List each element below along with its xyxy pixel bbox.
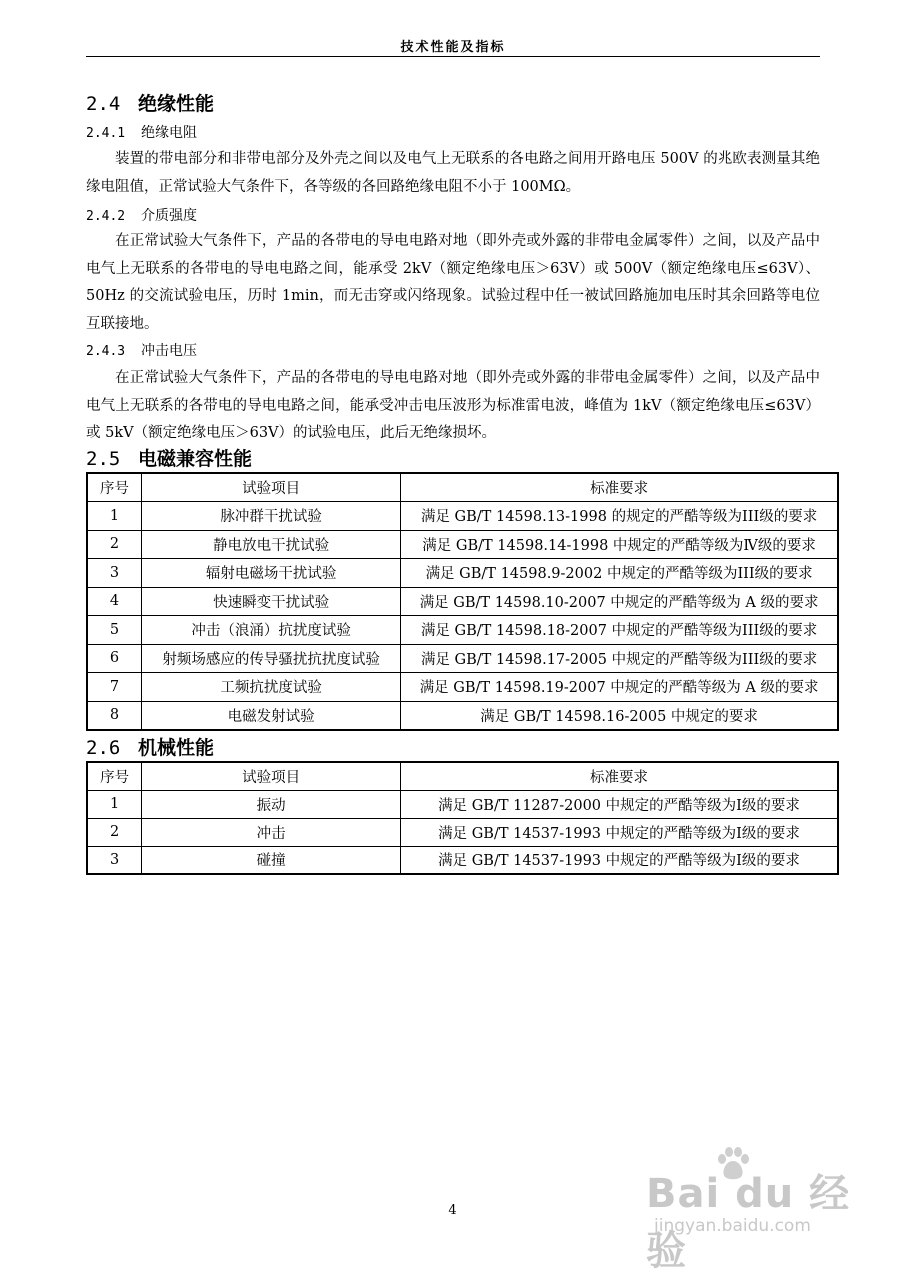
table-header-row (87, 762, 838, 790)
table-row (87, 530, 838, 559)
table-cell: 满足 GB/T 14598.18-2007 中规定的严酷等级为III级的要求 (401, 616, 838, 645)
table-row (87, 587, 838, 616)
section-title: 电磁兼容性能 (138, 448, 253, 470)
table-row (87, 846, 838, 874)
table-cell: 满足 GB/T 14598.10-2007 中规定的严酷等级为 A 级的要求 (401, 587, 838, 616)
table-cell: 辐射电磁场干扰试验 (142, 559, 401, 588)
header-title: 技术性能及指标 (400, 40, 506, 55)
section-2-5-heading (86, 444, 252, 471)
table-cell: 1 (87, 502, 142, 531)
table-cell: 满足 GB/T 14598.14-1998 中规定的严酷等级为Ⅳ级的要求 (401, 530, 838, 559)
table-row (87, 790, 838, 818)
table-cell: 满足 GB/T 14537-1993 中规定的严酷等级为Ⅰ级的要求 (400, 818, 838, 846)
table-cell: 射频场感应的传导骚扰抗扰度试验 (142, 644, 401, 673)
subsection-2-4-2-heading (86, 205, 197, 225)
table-cell: 脉冲群干扰试验 (142, 502, 401, 531)
subsection-title: 绝缘电阻 (141, 125, 197, 141)
table-cell: 3 (87, 846, 142, 874)
section-2-6-heading (86, 733, 214, 760)
table-row (87, 818, 838, 846)
column-header: 标准要求 (401, 473, 838, 502)
watermark-text: Bai du 经验 (646, 1171, 851, 1274)
baidu-watermark (640, 1140, 890, 1274)
section-number: 2.6 (86, 737, 121, 759)
section-number: 2.4 (86, 93, 121, 115)
table-cell: 静电放电干扰试验 (142, 530, 401, 559)
table-cell: 4 (87, 587, 142, 616)
table-cell: 满足 GB/T 14598.9-2002 中规定的严酷等级为III级的要求 (401, 559, 838, 588)
paragraph-dielectric-strength: 在正常试验大气条件下，产品的各带电的导电电路对地（即外壳或外露的非带电金属零件）之间，以及产品中电气上无联系的各带电的导电电路之间，能承受 2kV（额定绝缘电压＞63V）或 500V（额定绝缘电压≤63V）、50Hz 的交流试验电压，历时 1min，而无击穿或闪络现象。试验过程中任一被试回路施加电压时其余回路等电位互联接地。 (86, 233, 820, 332)
subsection-number: 2.4.3 (86, 344, 126, 359)
table-row (87, 559, 838, 588)
subsection-2-4-3-heading (86, 340, 197, 360)
paragraph-insulation-resistance: 装置的带电部分和非带电部分及外壳之间以及电气上无联系的各电路之间用开路电压 500V 的兆欧表测量其绝缘电阻值，正常试验大气条件下，各等级的各回路绝缘电阻不小于 100MΩ。 (86, 151, 820, 195)
column-header: 试验项目 (142, 762, 401, 790)
table-cell: 工频抗扰度试验 (142, 673, 401, 702)
subsection-number: 2.4.1 (86, 126, 126, 141)
table-cell: 1 (87, 790, 142, 818)
table-cell: 6 (87, 644, 142, 673)
table-cell: 电磁发射试验 (142, 701, 401, 730)
table-cell: 满足 GB/T 11287-2000 中规定的严酷等级为Ⅰ级的要求 (400, 790, 838, 818)
table-cell: 3 (87, 559, 142, 588)
table-cell: 振动 (142, 790, 401, 818)
table-cell: 碰撞 (142, 846, 401, 874)
table-row (87, 644, 838, 673)
column-header: 序号 (87, 762, 142, 790)
table-cell: 满足 GB/T 14598.19-2007 中规定的严酷等级为 A 级的要求 (401, 673, 838, 702)
table-row (87, 502, 838, 531)
table-cell: 2 (87, 530, 142, 559)
watermark-url: jingyan.baidu.com (654, 1216, 811, 1236)
table-row (87, 673, 838, 702)
table-cell: 2 (87, 818, 142, 846)
table-header-row (87, 473, 838, 502)
table-row (87, 616, 838, 645)
subsection-2-4-1-heading (86, 122, 197, 142)
table-cell: 满足 GB/T 14598.17-2005 中规定的严酷等级为III级的要求 (401, 644, 838, 673)
section-number: 2.5 (86, 448, 121, 470)
table-cell: 满足 GB/T 14598.13-1998 的规定的严酷等级为III级的要求 (401, 502, 838, 531)
column-header: 序号 (87, 473, 142, 502)
subsection-title: 介质强度 (141, 208, 197, 224)
table-cell: 8 (87, 701, 142, 730)
column-header: 试验项目 (142, 473, 401, 502)
mechanical-test-table (86, 761, 839, 875)
table-cell: 快速瞬变干扰试验 (142, 587, 401, 616)
section-2-4-heading (86, 89, 214, 116)
emc-test-table (86, 472, 839, 731)
table-cell: 冲击 (142, 818, 401, 846)
page-header (86, 30, 820, 57)
table-cell: 冲击（浪涌）抗扰度试验 (142, 616, 401, 645)
subsection-title: 冲击电压 (141, 343, 197, 359)
section-title: 绝缘性能 (138, 93, 215, 115)
column-header: 标准要求 (400, 762, 838, 790)
section-title: 机械性能 (138, 737, 215, 759)
table-cell: 满足 GB/T 14598.16-2005 中规定的要求 (401, 701, 838, 730)
page-number: 4 (448, 1203, 457, 1218)
subsection-number: 2.4.2 (86, 209, 126, 224)
paragraph-impulse-voltage: 在正常试验大气条件下，产品的各带电的导电电路对地（即外壳或外露的非带电金属零件）之间，以及产品中电气上无联系的各带电的导电电路之间，能承受冲击电压波形为标准雷电波，峰值为 1kV（额定绝缘电压≤63V）或 5kV（额定绝缘电压＞63V）的试验电压，此后无绝缘损坏。 (86, 370, 820, 441)
table-cell: 7 (87, 673, 142, 702)
table-cell: 满足 GB/T 14537-1993 中规定的严酷等级为Ⅰ级的要求 (400, 846, 838, 874)
table-cell: 5 (87, 616, 142, 645)
table-row (87, 701, 838, 730)
